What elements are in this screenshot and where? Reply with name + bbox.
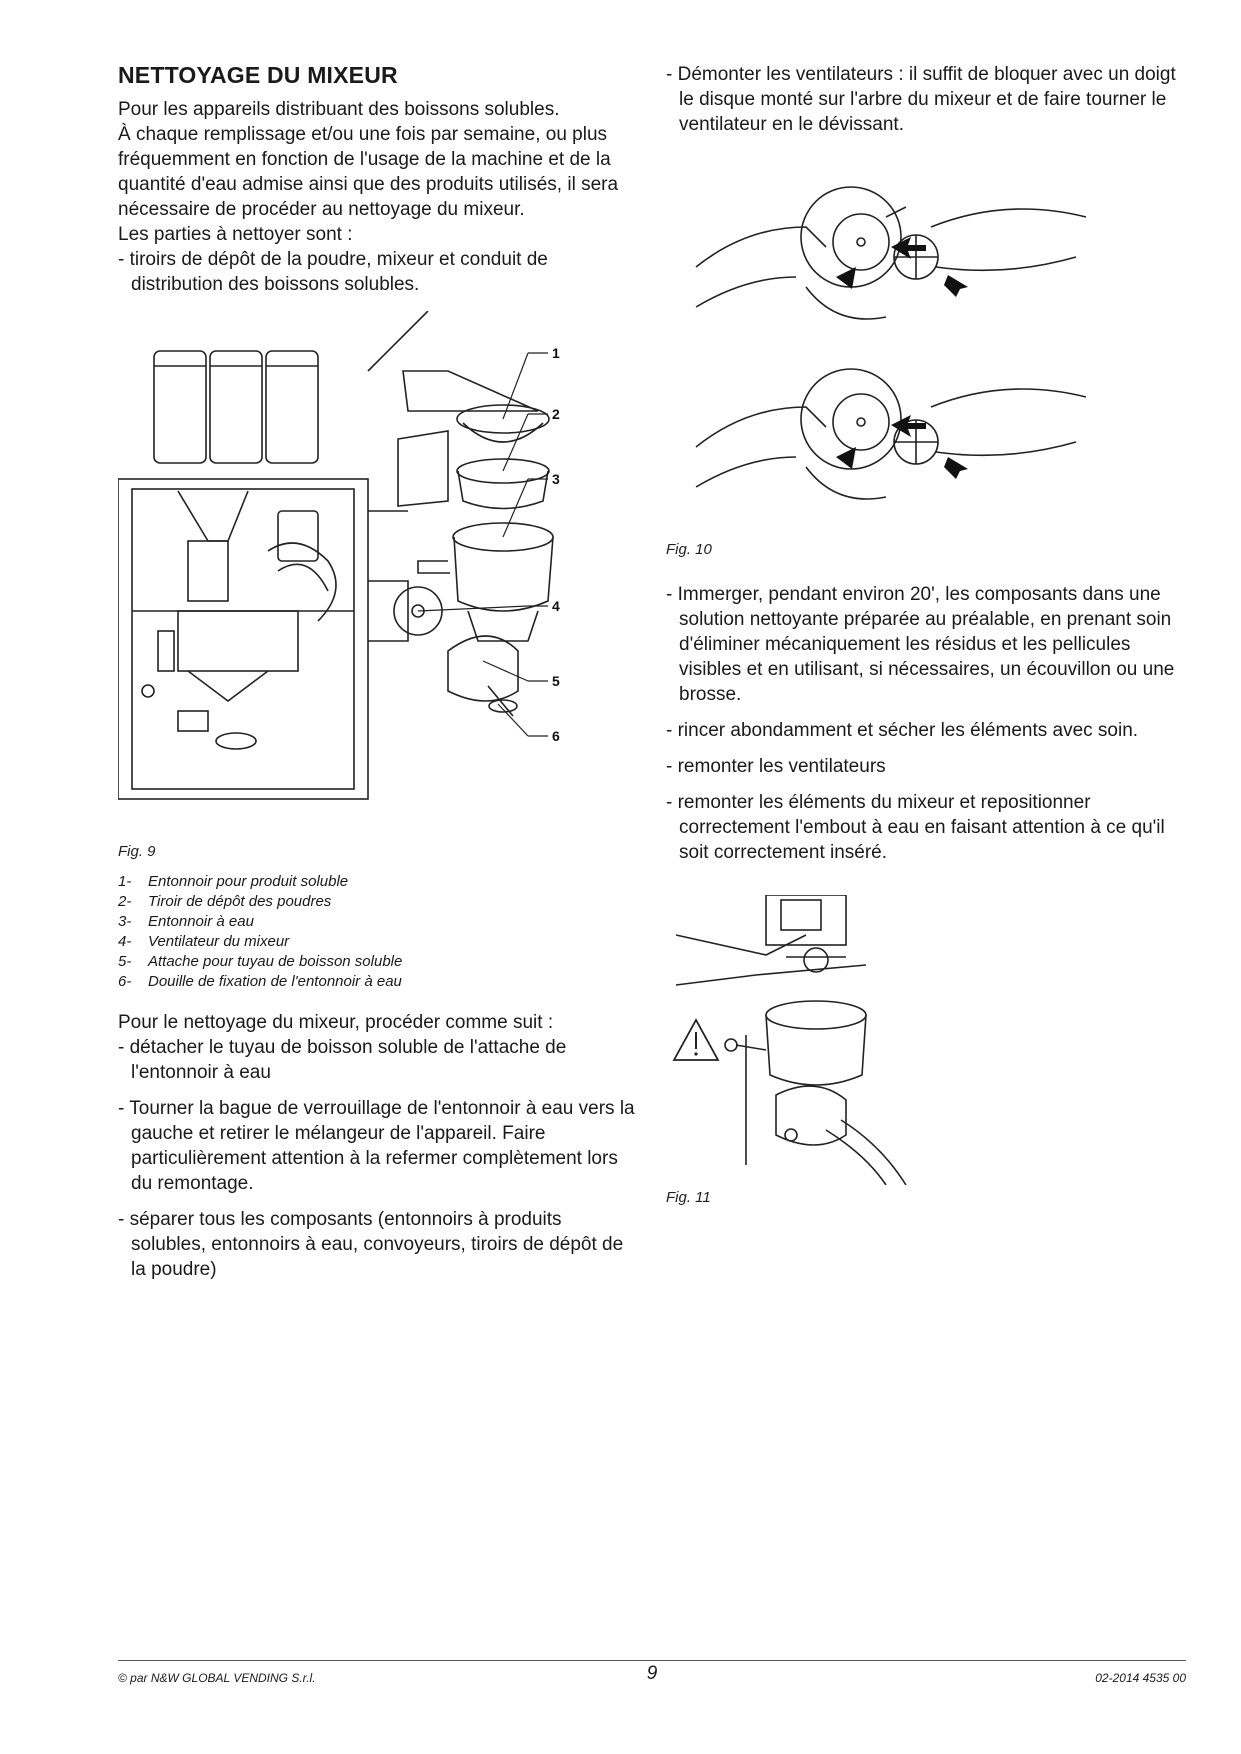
step-detach: - détacher le tuyau de boisson soluble de l'attache de l'entonnoir à eau <box>118 1037 567 1083</box>
right-column <box>666 62 1186 1206</box>
step-reassemble: - remonter les éléments du mixeur et repositionner correctement l'embout à eau en faisant attention à ce qu'il soit correctement inséré. <box>666 792 1165 863</box>
fig11-caption: Fig. 11 <box>666 1189 711 1206</box>
callout-5: 5 <box>552 673 560 689</box>
legend-item: 4- Ventilateur du mixeur <box>118 933 290 950</box>
page-number: 9 <box>646 1663 658 1684</box>
callout-4: 4 <box>552 598 560 614</box>
step-turn-ring: - Tourner la bague de verrouillage de l'entonnoir à eau vers la gauche et retirer le mélangeur de l'appareil. Faire particulièrement attention à la refermer complètement lors du remontage. <box>118 1098 635 1194</box>
step-rinse: - rincer abondamment et sécher les éléments avec soin. <box>666 720 1139 741</box>
callout-6: 6 <box>552 728 560 744</box>
step-separate: - séparer tous les composants (entonnoirs à produits solubles, entonnoirs à eau, convoyeurs, tiroirs de dépôt de la poudre) <box>118 1209 624 1280</box>
legend-item: 1- Entonnoir pour produit soluble <box>118 873 349 890</box>
procedure-intro: Pour le nettoyage du mixeur, procéder comme suit : <box>118 1012 554 1033</box>
warning-triangle-icon <box>674 1020 718 1060</box>
legend-item: 2- Tiroir de dépôt des poudres <box>118 893 332 910</box>
parts-bullet: - tiroirs de dépôt de la poudre, mixeur et conduit de distribution des boissons solubles. <box>118 249 548 295</box>
section-title: NETTOYAGE DU MIXEUR <box>118 62 398 88</box>
footer-doc-code: 02-2014 4535 00 <box>1095 1671 1186 1685</box>
callout-1: 1 <box>552 345 560 361</box>
step-refit-fans: - remonter les ventilateurs <box>666 756 886 777</box>
legend-item: 6- Douille de fixation de l'entonnoir à eau <box>118 973 402 990</box>
fig9-caption: Fig. 9 <box>118 843 156 860</box>
fig9-illustration <box>118 311 638 831</box>
step-immerse: - Immerger, pendant environ 20', les composants dans une solution nettoyante préparée au préalable, en prenant soin d'éliminer mécaniquement les résidus et les pellicules visibles et en utilisant, si nécessaires, un écouvillon ou une brosse. <box>666 584 1175 705</box>
legend-item: 3- Entonnoir à eau <box>118 913 254 930</box>
intro-line-3: Les parties à nettoyer sont : <box>118 224 353 245</box>
fig11-illustration <box>666 895 966 1185</box>
fig10-illustration <box>686 157 1126 537</box>
intro-line-1: Pour les appareils distribuant des boissons solubles. <box>118 99 560 120</box>
fig9-legend <box>118 872 638 992</box>
fig10-caption: Fig. 10 <box>666 541 712 558</box>
intro-line-2: À chaque remplissage et/ou une fois par semaine, ou plus fréquemment en fonction de l'usage de la machine et de la quantité d'eau admise ainsi que des produits utilisés, il sera nécessaire de procéder au nettoyage du mixeur. <box>118 124 619 220</box>
left-column <box>118 62 638 1282</box>
step-fans: - Démonter les ventilateurs : il suffit de bloquer avec un doigt le disque monté sur l'arbre du mixeur et de faire tourner le ventilateur en le dévissant. <box>666 64 1176 135</box>
callout-2: 2 <box>552 406 560 422</box>
footer-copyright: © par N&W GLOBAL VENDING S.r.l. <box>118 1671 316 1685</box>
legend-item: 5- Attache pour tuyau de boisson soluble <box>118 953 403 970</box>
page-footer <box>118 1660 1186 1691</box>
callout-3: 3 <box>552 471 560 487</box>
